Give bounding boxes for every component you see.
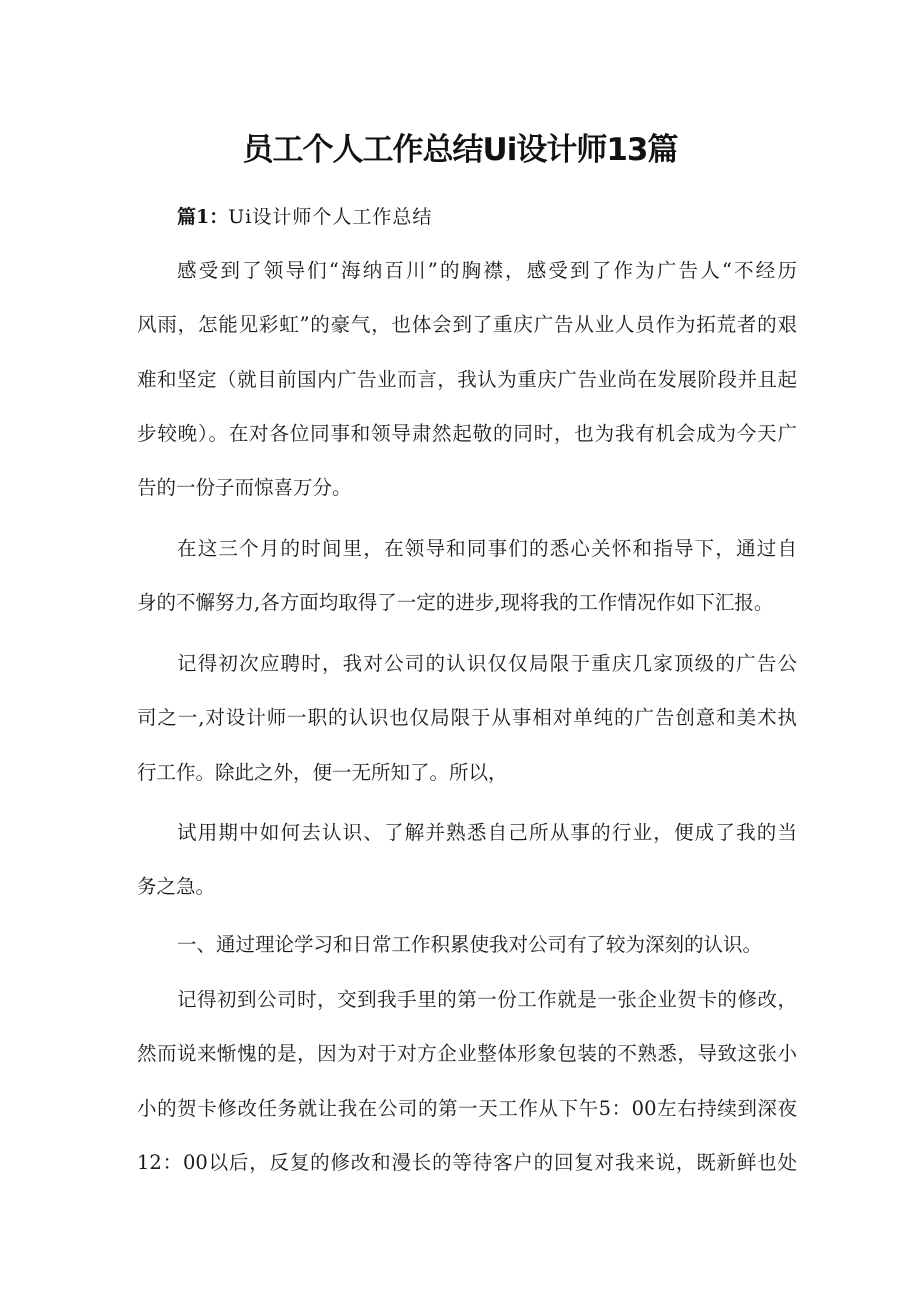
paragraph-line: 感受到了领导们“海纳百川”的胸襟，感受到了作为广告人“不经历 xyxy=(177,259,797,282)
paragraph-line: 司之一,对设计师一职的认识也仅局限于从事相对单纯的广告创意和美术执 xyxy=(137,706,797,730)
paragraph-line: 在这三个月的时间里，在领导和同事们的悉心关怀和指导下，通过自 xyxy=(177,537,797,560)
paragraph-line: 小的贺卡修改任务就让我在公司的第一天工作从下午5：00左右持续到深夜 xyxy=(137,1096,797,1120)
paragraph-line: 记得初次应聘时，我对公司的认识仅仅局限于重庆几家顶级的广告公 xyxy=(177,652,797,675)
paragraph-line: 风雨，怎能见彩虹”的豪气，也体会到了重庆广告从业人员作为拓荒者的艰 xyxy=(137,313,797,337)
paragraph-line: 务之急。 xyxy=(137,875,216,899)
paragraph-4 xyxy=(137,806,797,915)
paragraph-line: 行工作。除此之外，便一无所知了。所以， xyxy=(137,760,508,784)
paragraph-6 xyxy=(137,973,797,1190)
paragraph-2 xyxy=(137,522,797,631)
paragraph-5 xyxy=(137,918,797,972)
section-heading-text: Ui设计师个人工作总结 xyxy=(228,206,433,228)
paragraph-line: 难和坚定（就目前国内广告业而言，我认为重庆广告业尚在发展阶段并且起 xyxy=(137,367,797,391)
document-title: 员工个人工作总结Ui设计师13篇 xyxy=(242,132,678,168)
paragraph-line: 试用期中如何去认识、了解并熟悉自己所从事的行业，便成了我的当 xyxy=(177,821,797,844)
paragraph-3 xyxy=(137,637,797,800)
paragraph-line: 步较晚）。在对各位同事和领导肃然起敬的同时，也为我有机会成为今天广 xyxy=(137,421,797,445)
paragraph-line: 记得初到公司时，交到我手里的第一份工作就是一张企业贺卡的修改， xyxy=(177,988,797,1011)
paragraph-line: 一、通过理论学习和日常工作积累使我对公司有了较为深刻的认识。 xyxy=(177,933,763,956)
paragraph-line: 然而说来惭愧的是，因为对于对方企业整体形象包装的不熟悉，导致这张小 xyxy=(137,1042,797,1066)
paragraph-line: 身的不懈努力,各方面均取得了一定的进步,现将我的工作情况作如下汇报。 xyxy=(137,591,774,615)
paragraph-line: 告的一份子而惊喜万分。 xyxy=(137,476,352,500)
section-label: 篇1： xyxy=(177,206,229,228)
paragraph-line: 12：00以后，反复的修改和漫长的等待客户的回复对我来说，既新鲜也处 xyxy=(137,1150,797,1174)
paragraph-1 xyxy=(137,244,797,515)
section-heading xyxy=(177,202,432,232)
